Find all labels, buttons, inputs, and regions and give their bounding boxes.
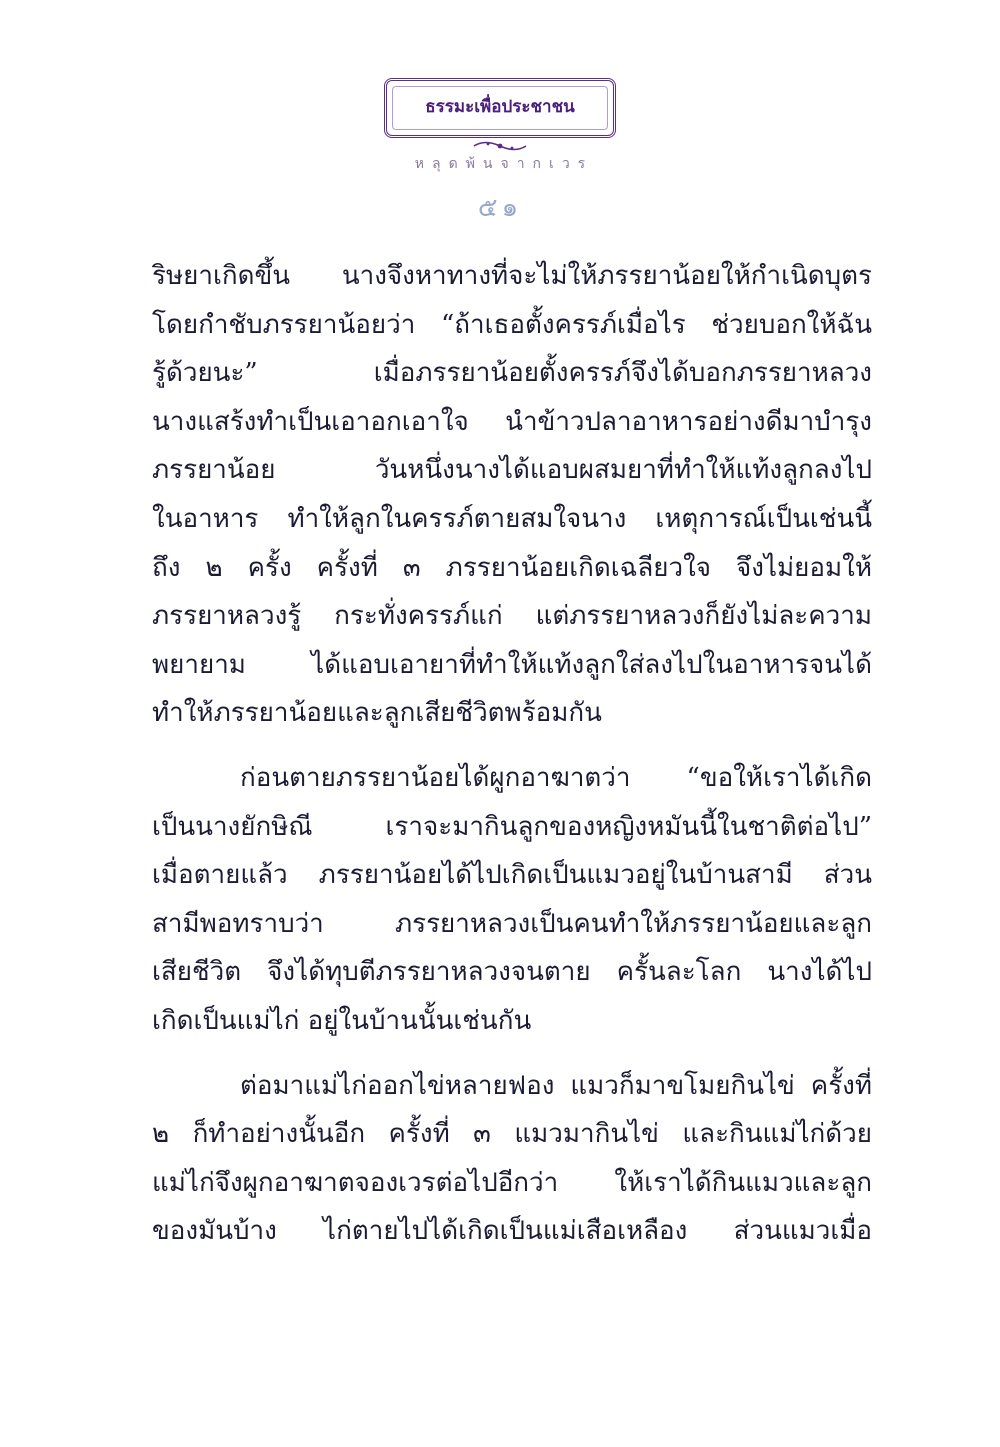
paragraph-3 (152, 1062, 872, 1256)
text-line: เมื่อตายแล้ว ภรรยาน้อยได้ไปเกิดเป็นแมวอยู่ในบ้านสามี ส่วน (152, 860, 872, 891)
body-text (152, 252, 872, 1256)
ornament-icon (470, 139, 530, 153)
logo-text: ธรรมะเพื่อประชาชน (425, 97, 575, 117)
text-line: ภรรยาหลวงรู้ กระทั่งครรภ์แก่ แต่ภรรยาหลวงก็ยังไม่ละความ (152, 601, 872, 632)
text-line: เป็นนางยักษิณี เราจะมากินลูกของหญิงหมันนี้ในชาติต่อไป” (152, 811, 872, 842)
text-line: ๒ ก็ทำอย่างนั้นอีก ครั้งที่ ๓ แมวมากินไข่ และกินแม่ไก่ด้วย (152, 1119, 872, 1150)
page-header (0, 78, 1000, 228)
text-line: โดยกำชับภรรยาน้อยว่า “ถ้าเธอตั้งครรภ์เมื่อไร ช่วยบอกให้ฉัน (152, 309, 872, 340)
text-line: รู้ด้วยนะ” เมื่อภรรยาน้อยตั้งครรภ์จึงได้บอกภรรยาหลวง (152, 358, 872, 389)
text-line: ทำให้ภรรยาน้อยและลูกเสียชีวิตพร้อมกัน (152, 698, 602, 729)
text-line: ถึง ๒ ครั้ง ครั้งที่ ๓ ภรรยาน้อยเกิดเฉลียวใจ จึงไม่ยอมให้ (152, 552, 872, 583)
text-line: ต่อมาแม่ไก่ออกไข่หลายฟอง แมวก็มาขโมยกินไข่ ครั้งที่ (240, 1070, 872, 1101)
text-line: ก่อนตายภรรยาน้อยได้ผูกอาฆาตว่า “ขอให้เราได้เกิด (240, 762, 872, 793)
page-number: ๕๑ (477, 193, 523, 223)
paragraph-gap (152, 1046, 872, 1062)
text-line: เสียชีวิต จึงได้ทุบตีภรรยาหลวงจนตาย ครั้นละโลก นางได้ไป (152, 957, 872, 988)
paragraph-1 (152, 252, 872, 738)
text-line: ภรรยาน้อย วันหนึ่งนางได้แอบผสมยาที่ทำให้แท้งลูกลงไป (152, 455, 872, 486)
book-logo (384, 78, 616, 138)
text-line: เกิดเป็นแม่ไก่ อยู่ในบ้านนั้นเช่นกัน (152, 1005, 532, 1036)
text-line: แม่ไก่จึงผูกอาฆาตจองเวรต่อไปอีกว่า ให้เราได้กินแมวและลูก (152, 1167, 872, 1198)
text-line: ของมันบ้าง ไก่ตายไปได้เกิดเป็นแม่เสือเหลือง ส่วนแมวเมื่อ (152, 1216, 872, 1247)
text-line: ริษยาเกิดขึ้น นางจึงหาทางที่จะไม่ให้ภรรยาน้อยให้กำเนิดบุตร (152, 261, 872, 291)
text-line: ในอาหาร ทำให้ลูกในครรภ์ตายสมใจนาง เหตุการณ์เป็นเช่นนี้ (152, 503, 872, 534)
text-line: สามีพอทราบว่า ภรรยาหลวงเป็นคนทำให้ภรรยาน้อยและลูก (152, 908, 872, 939)
paragraph-gap (152, 738, 872, 754)
text-line: นางแสร้งทำเป็นเอาอกเอาใจ นำข้าวปลาอาหารอย่างดีมาบำรุง (152, 406, 872, 437)
book-subtitle: หลุดพ้นจากเวร (414, 156, 594, 172)
paragraph-2 (152, 754, 872, 1046)
text-line: พยายาม ได้แอบเอายาที่ทำให้แท้งลูกใส่ลงไปในอาหารจนได้ (152, 649, 872, 680)
